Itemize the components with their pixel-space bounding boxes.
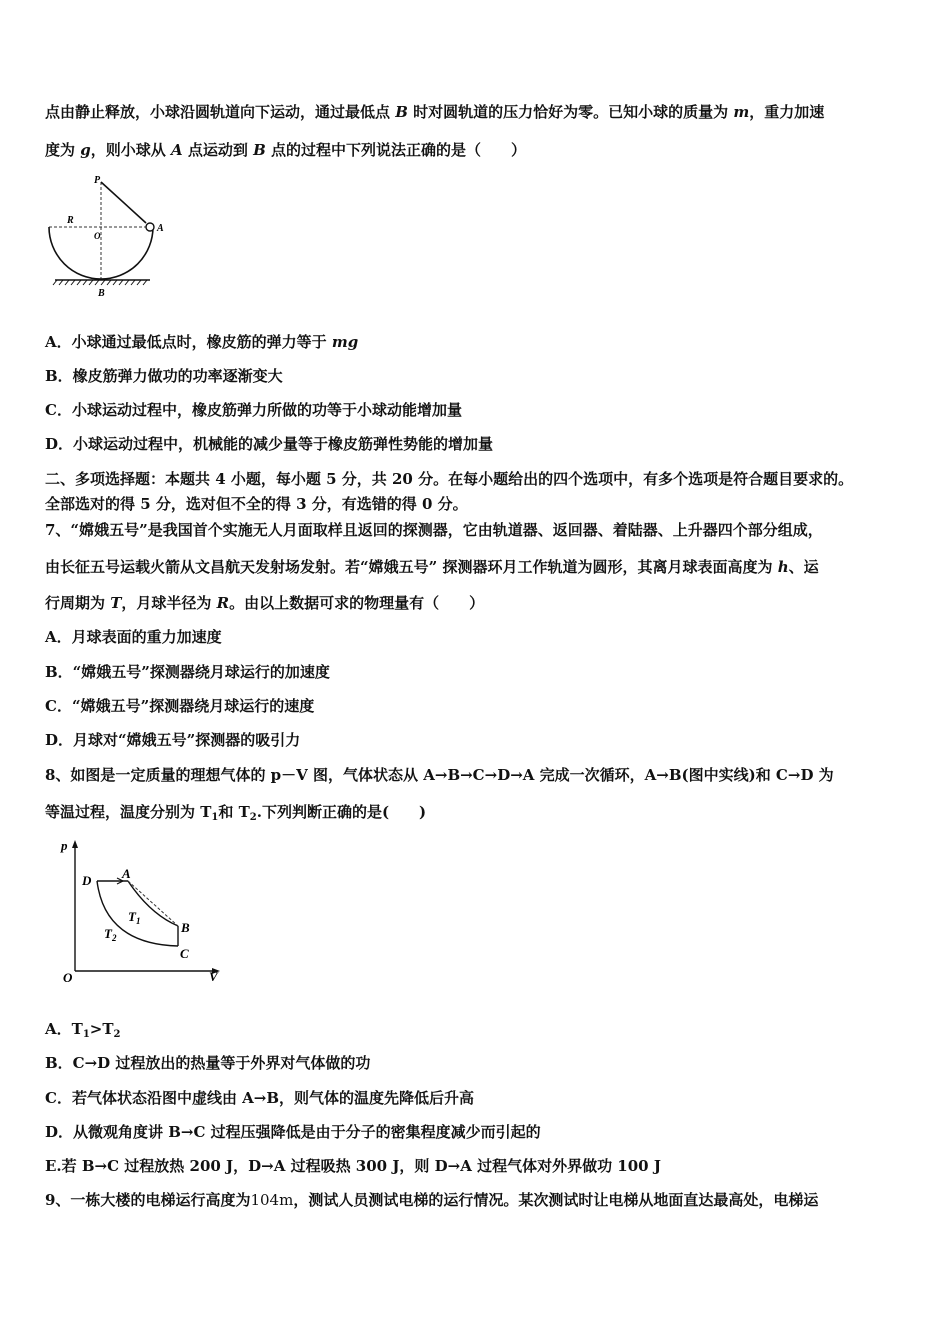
text: ，重力加速 xyxy=(749,103,825,121)
q7-stem-line-1: 7、“嫦娥五号”是我国首个实施无人月面取样且返回的探测器，它由轨道器、返回器、着陆器、上升器四个部分组成， xyxy=(45,521,823,539)
label-b: B xyxy=(98,288,105,299)
label-r: R xyxy=(67,215,74,226)
var-mg: mg xyxy=(331,333,359,351)
p-axis-arrow xyxy=(72,840,78,848)
subscript: 1 xyxy=(82,1029,90,1040)
q8-option-a xyxy=(45,1019,120,1045)
q8-stem-line-1: 8、如图是一定质量的理想气体的 p－V 图，气体状态从 A→B→C→D→A 完成一次循环，A→B(图中实线)和 C→D 为 xyxy=(45,766,834,784)
subscript: 1 xyxy=(211,812,219,823)
axis-label-v: V xyxy=(209,969,218,984)
label-c: C xyxy=(180,946,189,961)
text: 。由以上数据可求的物理量有（ ） xyxy=(229,594,485,612)
label-p: P xyxy=(94,175,101,186)
text: 9、一栋大楼的电梯运行高度为 xyxy=(45,1191,251,1209)
var-g: g xyxy=(80,141,91,159)
text: 等温过程，温度分别为 T xyxy=(45,803,212,821)
var-r: R xyxy=(216,594,230,612)
text: 行周期为 xyxy=(45,594,111,612)
text: A．T xyxy=(45,1020,83,1038)
label-a: A xyxy=(157,223,164,234)
text: >T xyxy=(89,1020,114,1038)
label-d: D xyxy=(82,873,92,888)
label-t2: $T_2$ xyxy=(104,926,117,943)
origin-label: O xyxy=(63,970,73,985)
var-a: A xyxy=(170,141,183,159)
text: 、运 xyxy=(788,558,819,576)
var-t: T xyxy=(110,594,122,612)
text: .下列判断正确的是( ) xyxy=(256,803,427,821)
q7-option-d: D．月球对“嫦娥五号”探测器的吸引力 xyxy=(45,731,301,749)
text: 点运动到 xyxy=(182,141,254,159)
q8-option-d: D．从微观角度讲 B→C 过程压强降低是由于分子的密集程度减少而引起的 xyxy=(45,1123,541,1141)
q6-option-d: D．小球运动过程中，机械能的减少量等于橡皮筋弹性势能的增加量 xyxy=(45,435,494,453)
var-m: m xyxy=(733,103,750,121)
ground-hatch xyxy=(53,280,147,285)
subscript: 2 xyxy=(113,1029,121,1040)
text: A．小球通过最低点时，橡皮筋的弹力等于 xyxy=(45,333,332,351)
q8-figure-pv-diagram xyxy=(55,836,235,986)
text: 度为 xyxy=(45,141,81,159)
text: 点由静止释放，小球沿圆轨道向下运动，通过最低点 xyxy=(45,103,396,121)
q8-stem-line-2 xyxy=(45,802,426,828)
text: ，月球半径为 xyxy=(121,594,217,612)
label-o: O xyxy=(94,231,101,241)
subscript: 2 xyxy=(249,812,257,823)
q9-stem-line-1 xyxy=(45,1190,818,1210)
var-b: B xyxy=(395,103,408,121)
q6-stem-line-2 xyxy=(45,140,526,160)
text: 点的过程中下列说法正确的是（ ） xyxy=(265,141,526,159)
label-a: A xyxy=(122,866,131,881)
q8-option-e: E.若 B→C 过程放热 200 J，D→A 过程吸热 300 J，则 D→A 过程气体对外界做功 100 J xyxy=(45,1157,661,1175)
q6-option-c: C．小球运动过程中，橡皮筋弹力所做的功等于小球动能增加量 xyxy=(45,401,462,419)
var-h: h xyxy=(777,558,789,576)
label-t1: $T_1$ xyxy=(128,909,141,926)
text: ，则小球从 xyxy=(90,141,171,159)
q6-option-b: B．橡皮筋弹力做功的功率逐渐变大 xyxy=(45,367,283,385)
q7-option-c: C．“嫦娥五号”探测器绕月球运行的速度 xyxy=(45,697,315,715)
rubber-band xyxy=(101,182,146,223)
text: 和 T xyxy=(218,803,250,821)
height-value: 104m xyxy=(250,1191,294,1209)
q7-stem-line-3 xyxy=(45,593,484,613)
text: 时对圆轨道的压力恰好为零。已知小球的质量为 xyxy=(407,103,734,121)
q6-option-a xyxy=(45,332,358,352)
q7-stem-line-2 xyxy=(45,557,819,577)
label-b: B xyxy=(181,920,190,935)
section2-intro-line-1: 二、多项选择题：本题共 4 小题，每小题 5 分，共 20 分。在每小题给出的四个选项中，有多个选项是符合题目要求的。 xyxy=(45,470,854,488)
q7-option-a: A．月球表面的重力加速度 xyxy=(45,628,222,646)
text: ，测试人员测试电梯的运行情况。某次测试时让电梯从地面直达最高处，电梯运 xyxy=(293,1191,819,1209)
text: 由长征五号运载火箭从文昌航天发射场发射。若“嫦娥五号” 探测器环月工作轨道为圆形，其离月球表面高度为 xyxy=(45,558,778,576)
section2-intro-line-2: 全部选对的得 5 分，选对但不全的得 3 分，有选错的得 0 分。 xyxy=(45,495,468,513)
q6-figure-pendulum-bowl xyxy=(45,170,180,300)
q8-option-b: B．C→D 过程放出的热量等于外界对气体做的功 xyxy=(45,1054,371,1072)
q6-stem-line-1 xyxy=(45,102,824,122)
q8-option-c: C．若气体状态沿图中虚线由 A→B，则气体的温度先降低后升高 xyxy=(45,1089,475,1107)
ball xyxy=(146,223,154,231)
q7-option-b: B．“嫦娥五号”探测器绕月球运行的加速度 xyxy=(45,663,330,681)
axis-label-p: p xyxy=(61,838,68,853)
var-b: B xyxy=(253,141,266,159)
